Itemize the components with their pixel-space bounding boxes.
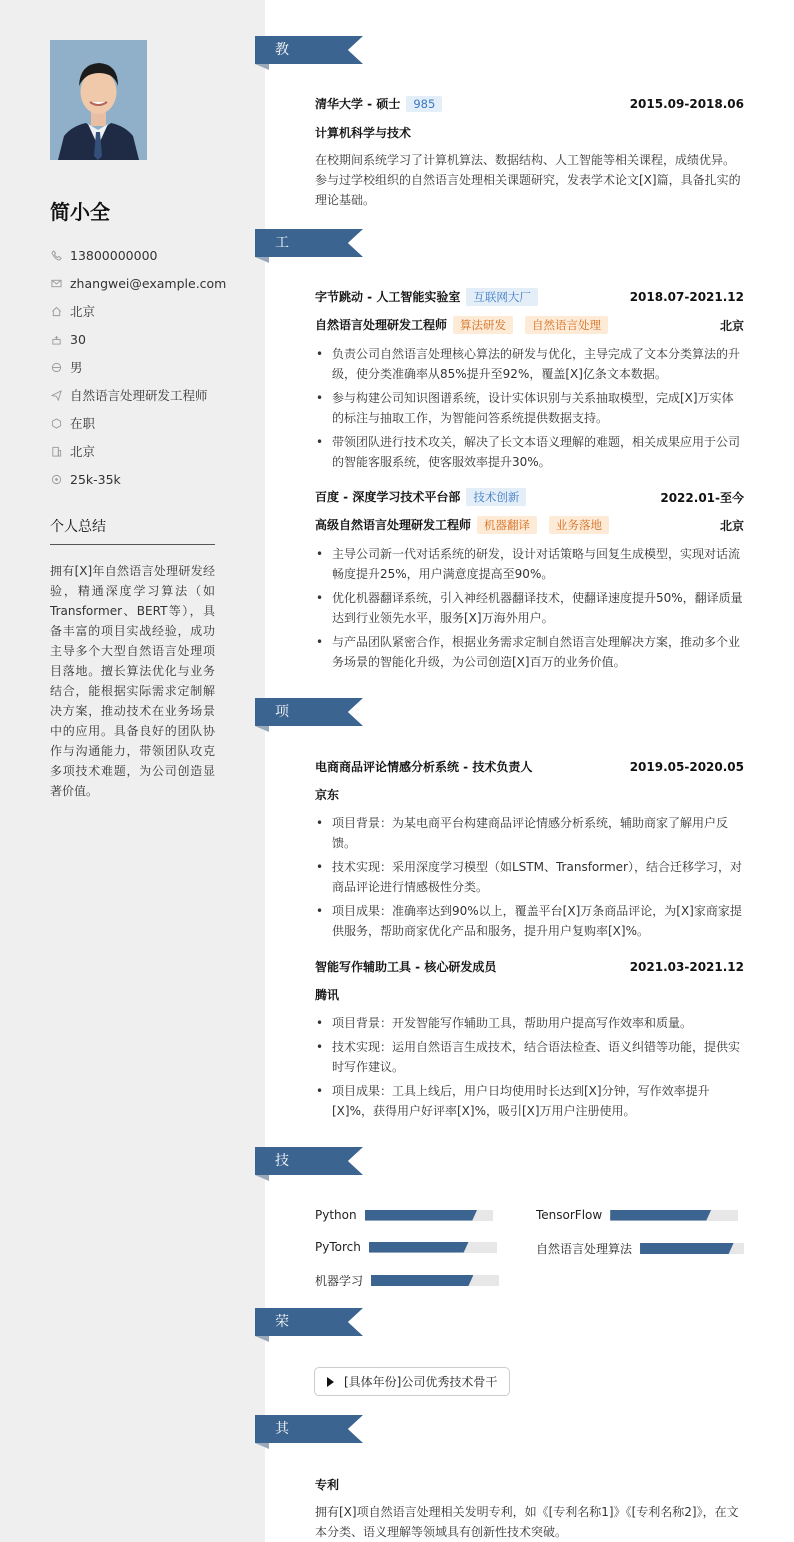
skill-bar <box>610 1210 738 1221</box>
job-role: 自然语言处理研发工程师 <box>315 318 448 332</box>
salary-icon <box>50 473 62 485</box>
section-title: 工作经历 <box>275 235 289 335</box>
work-role-row <box>315 316 744 334</box>
work-role-row <box>315 516 744 534</box>
skill-item <box>536 1208 738 1222</box>
list-item: • 项目背景：为某电商平台构建商品评论情感分析系统，辅助商家了解用户反馈。 <box>315 813 744 853</box>
project-title: 电商商品评论情感分析系统 - 技术负责人 <box>315 760 533 774</box>
section-title: 项目经历 <box>275 704 289 804</box>
mail-icon <box>50 277 62 289</box>
section-title: 荣誉奖项 <box>275 1314 289 1414</box>
skill-bar-fill <box>640 1243 734 1254</box>
education-desc: 在校期间系统学习了计算机算法、数据结构、人工智能等相关课程，成绩优异。参与过学校组织的自然语言处理相关课题研究，发表学术论文[X]篇，具备扎实的理论基础。 <box>315 153 741 207</box>
info-text: 自然语言处理研发工程师 <box>70 388 208 403</box>
building-icon <box>50 445 62 457</box>
skill-item <box>315 1272 499 1289</box>
other-desc: 拥有[X]项自然语言处理相关发明专利，如《[专利名称1]》《[专利名称2]》，在文本分类、语义理解等领域具有创新性技术突破。 <box>315 1505 739 1539</box>
role-tag: 自然语言处理 <box>525 316 608 334</box>
info-status <box>50 409 230 437</box>
list-item: • 项目背景：开发智能写作辅助工具，帮助用户提高写作效率和质量。 <box>315 1013 744 1033</box>
info-text: 北京 <box>70 444 96 459</box>
project-header <box>315 958 744 975</box>
list-item: • 带领团队进行技术攻关，解决了长文本语义理解的难题，相关成果应用于公司的智能客服系统，使客服效率提升30%。 <box>315 432 744 472</box>
phone-icon <box>50 249 62 261</box>
education-date: 2015.09-2018.06 <box>629 96 744 111</box>
info-gender <box>50 353 230 381</box>
work-city: 北京 <box>719 318 744 333</box>
skill-name: PyTorch <box>315 1240 361 1254</box>
skill-bar-fill <box>610 1210 711 1221</box>
status-icon <box>50 417 62 429</box>
school-name: 清华大学 - 硕士 <box>315 97 401 111</box>
skill-item <box>536 1240 744 1257</box>
work-bullets <box>315 344 744 476</box>
section-title: 教育经历 <box>275 42 289 142</box>
skill-bar-fill <box>369 1242 469 1253</box>
list-item: • 参与构建公司知识图谱系统，设计实体识别与关系抽取模型，完成[X]万实体的标注与抽取工作，为智能问答系统提供数据支持。 <box>315 388 744 428</box>
info-location <box>50 297 230 325</box>
project-org: 京东 <box>315 788 340 802</box>
education-major: 计算机科学与技术 <box>315 126 412 140</box>
work-company-row <box>315 288 744 306</box>
role-tag: 算法研发 <box>453 316 513 334</box>
list-item: • 技术实现：运用自然语言生成技术，结合语法检查、语义纠错等功能，提供实时写作建议。 <box>315 1037 744 1077</box>
list-item: • 负责公司自然语言处理核心算法的研发与优化，主导完成了文本分类算法的升级，使分类准确率从85%提升至92%，覆盖[X]亿条文本数据。 <box>315 344 744 384</box>
profile-photo <box>50 40 147 160</box>
education-header <box>315 95 744 112</box>
skill-bar <box>369 1242 497 1253</box>
skill-item <box>315 1208 493 1222</box>
project-title: 智能写作辅助工具 - 核心研发成员 <box>315 960 497 974</box>
info-text: 30 <box>70 331 86 347</box>
project-bullets <box>315 813 744 945</box>
skill-item <box>315 1240 497 1254</box>
expand-triangle-icon[interactable] <box>327 1377 334 1387</box>
info-text: 13800000000 <box>70 247 158 263</box>
award-item[interactable] <box>314 1367 510 1396</box>
project-date: 2021.03-2021.12 <box>629 959 744 974</box>
work-bullets <box>315 544 744 676</box>
company-tag: 技术创新 <box>466 488 526 506</box>
profile-name: 简小全 <box>50 200 110 224</box>
other-title: 专利 <box>315 1478 340 1492</box>
summary-text: 拥有[X]年自然语言处理研发经验，精通深度学习算法（如Transformer、BERT等），具备丰富的项目实战经验，成功主导多个大型自然语言处理项目落地。擅长算法优化与业务结合，能根据实际需求定制解决方案，推动技术在业务场景中的应用。具备良好的团队协作与沟通能力，带领团队攻克多项技术难题，为公司创造显著价值。 <box>50 564 215 798</box>
skill-name: Python <box>315 1208 357 1222</box>
company-name: 百度 - 深度学习技术平台部 <box>315 490 461 504</box>
contact-info <box>50 241 230 493</box>
skill-name: 机器学习 <box>315 1274 364 1288</box>
info-email <box>50 269 230 297</box>
skill-bar-fill <box>371 1275 473 1286</box>
skill-bar <box>640 1243 744 1254</box>
role-tag: 业务落地 <box>549 516 609 534</box>
summary-divider <box>50 544 215 545</box>
list-item: • 优化机器翻译系统，引入神经机器翻译技术，使翻译速度提升50%，翻译质量达到行业领先水平，服务[X]万海外用户。 <box>315 588 744 628</box>
age-icon <box>50 333 62 345</box>
project-header <box>315 758 744 775</box>
section-title: 技能专长 <box>275 1153 289 1253</box>
info-salary <box>50 465 230 493</box>
info-position <box>50 381 230 409</box>
info-text: 在职 <box>70 416 96 431</box>
work-company-row <box>315 488 744 506</box>
list-item: • 与产品团队紧密合作，根据业务需求定制自然语言处理解决方案，推动多个业务场景的智能化升级，为公司创造[X]百万的业务价值。 <box>315 632 744 672</box>
work-city: 北京 <box>719 518 744 533</box>
info-city <box>50 437 230 465</box>
work-date: 2022.01-至今 <box>660 490 744 505</box>
skill-bar-fill <box>365 1210 478 1221</box>
skill-bar <box>371 1275 499 1286</box>
list-item: • 项目成果：准确率达到90%以上，覆盖平台[X]万条商品评论，为[X]家商家提供服务，帮助商家优化产品和服务，提升用户复购率[X]%。 <box>315 901 744 941</box>
list-item: • 主导公司新一代对话系统的研发，设计对话策略与回复生成模型，实现对话流畅度提升25%，用户满意度提高至90%。 <box>315 544 744 584</box>
info-text: 25k-35k <box>70 471 121 487</box>
info-text: 北京 <box>70 304 96 319</box>
job-role: 高级自然语言处理研发工程师 <box>315 518 472 532</box>
list-item: • 项目成果：工具上线后，用户日均使用时长达到[X]分钟，写作效率提升[X]%，获得用户好评率[X]%，吸引[X]万用户注册使用。 <box>315 1081 744 1121</box>
summary-title: 个人总结 <box>50 519 106 535</box>
skill-bar <box>365 1210 493 1221</box>
company-name: 字节跳动 - 人工智能实验室 <box>315 290 461 304</box>
info-text: zhangwei@example.com <box>70 275 227 291</box>
send-icon <box>50 389 62 401</box>
company-tag: 互联网大厂 <box>466 288 538 306</box>
skill-name: 自然语言处理算法 <box>536 1242 633 1256</box>
project-bullets <box>315 1013 744 1125</box>
school-tag: 985 <box>406 96 442 112</box>
info-text: 男 <box>70 360 83 375</box>
info-age <box>50 325 230 353</box>
work-date: 2018.07-2021.12 <box>629 290 744 304</box>
list-item: • 技术实现：采用深度学习模型（如LSTM、Transformer），结合迁移学习，对商品评论进行情感极性分类。 <box>315 857 744 897</box>
gender-icon <box>50 361 62 373</box>
home-icon <box>50 305 62 317</box>
skill-name: TensorFlow <box>536 1208 603 1222</box>
award-text: [具体年份]公司优秀技术骨干 <box>344 1375 498 1389</box>
role-tag: 机器翻译 <box>477 516 537 534</box>
sidebar <box>0 0 265 1542</box>
project-date: 2019.05-2020.05 <box>629 759 744 774</box>
info-phone <box>50 241 230 269</box>
project-org: 腾讯 <box>315 988 340 1002</box>
section-title: 其他信息 <box>275 1421 289 1521</box>
